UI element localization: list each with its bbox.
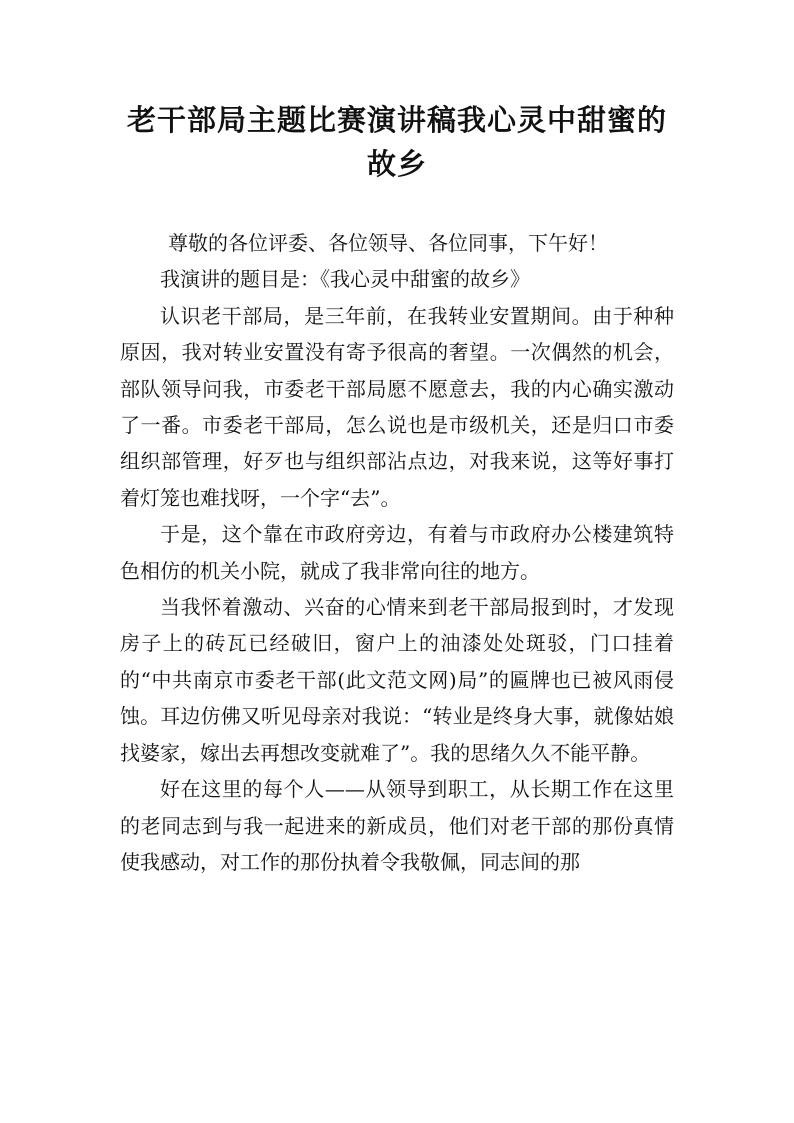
paragraph-body: 好在这里的每个人——从领导到职工，从长期工作在这里的老同志到与我一起进来的新成员，他们对老干部的那份真情使我感动，对工作的那份执着令我敬佩，同志间的那 — [120, 777, 674, 874]
paragraph-body: 当我怀着激动、兴奋的心情来到老干部局报到时，才发现房子上的砖瓦已经破旧，窗户上的油漆处处斑驳，门口挂着的“中共南京市委老干部(此文范文网)局”的匾牌也已被风雨侵蚀。耳边仿佛又听见母亲对我说：“转业是终身大事，就像姑娘找婆家，嫁出去再想改变就难了”。我的思绪久久不能平静。 — [120, 595, 674, 765]
paragraph-greeting: 尊敬的各位评委、各位领导、各位同事，下午好！ — [168, 231, 608, 255]
paragraph-body: 认识老干部局，是三年前，在我转业安置期间。由于种种原因，我对转业安置没有寄予很高的奢望。一次偶然的机会，部队领导问我，市委老干部局愿不愿意去，我的内心确实激动了一番。市委老干部局，怎么说也是市级机关，还是归口市委组织部管理，好歹也与组织部沾点边，对我来说，这等好事打着灯笼也难找呀，一个字“去”。 — [120, 303, 674, 510]
paragraph-topic: 我演讲的题目是：《我心灵中甜蜜的故乡》 — [160, 267, 530, 292]
document-body — [120, 225, 674, 880]
document-title-line-2: 故乡 — [366, 147, 427, 181]
document-title-line-1: 老干部局主题比赛演讲稿我心灵中甜蜜的 — [126, 103, 667, 137]
paragraph-body: 于是，这个靠在市政府旁边，有着与市政府办公楼建筑特色相仿的机关小院，就成了我非常向往的地方。 — [120, 522, 674, 583]
